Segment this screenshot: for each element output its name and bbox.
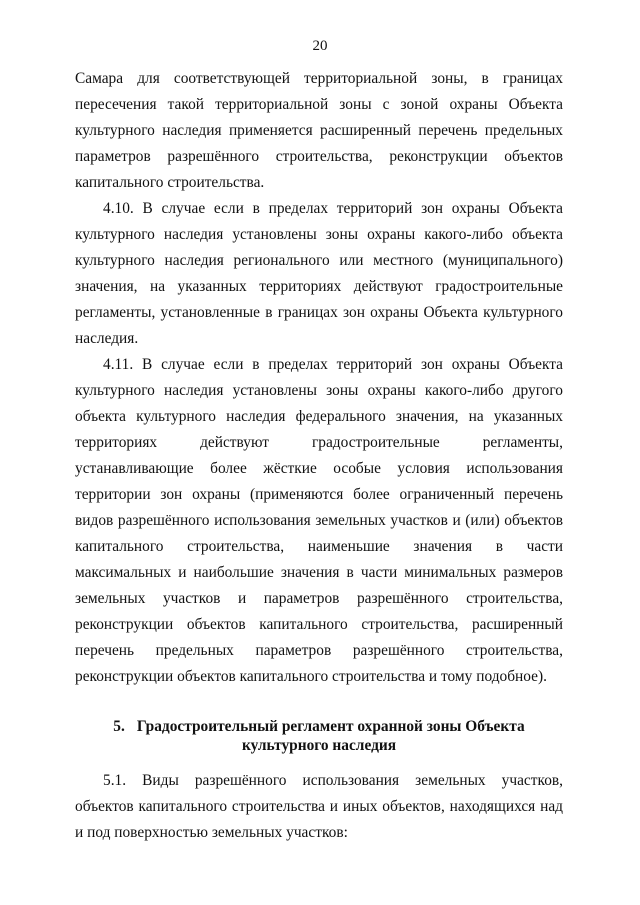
page-number: 20 — [312, 38, 328, 54]
paragraph-4-11-block — [75, 352, 563, 690]
paragraph-4-10-block — [75, 196, 563, 352]
section-5-heading-line1 — [75, 717, 563, 736]
paragraph-4-11: 4.11. В случае если в пределах территорий зон охраны Объекта культурного наследия установлены зоны охраны какого-либо другого объекта культурного наследия федерального значения, на указанных территориях действуют градостроительные регламенты, устанавливающие более жёсткие особые условия использования территории зон охраны (применяются более ограниченный перечень видов разрешённого использования земельных участков и (или) объектов капитального строительства, наименьшие значения в части максимальных и наибольшие значения в части минимальных размеров земельных участков и параметров разрешённого строительства, реконструкции объектов капитального строительства, расширенный перечень предельных параметров разрешённого строительства, реконструкции объектов капитального строительства и тому подобное). — [75, 356, 563, 685]
paragraph-5-1-block — [75, 768, 563, 846]
paragraph-4-10: 4.10. В случае если в пределах территорий зон охраны Объекта культурного наследия установлены зоны охраны какого-либо объекта культурного наследия регионального или местного (муниципального) значения, на указанных территориях действуют градостроительные регламенты, установленные в границах зон охраны Объекта культурного наследия. — [75, 200, 563, 347]
section-5-number: 5. — [113, 718, 125, 735]
paragraph-continuation-block — [75, 66, 563, 196]
paragraph-5-1: 5.1. Виды разрешённого использования земельных участков, объектов капитального строительства и иных объектов, находящихся над и под поверхностью земельных участков: — [75, 772, 563, 841]
section-5-heading — [75, 717, 563, 755]
section-5-title-line2: культурного наследия — [241, 737, 397, 754]
paragraph-continuation: Самара для соответствующей территориальной зоны, в границах пересечения такой территориальной зоны с зоной охраны Объекта культурного наследия применяется расширенный перечень предельных параметров разрешённого строительства, реконструкции объектов капитального строительства. — [75, 70, 563, 191]
section-5-title-line1: Градостроительный регламент охранной зоны Объекта — [136, 718, 525, 735]
